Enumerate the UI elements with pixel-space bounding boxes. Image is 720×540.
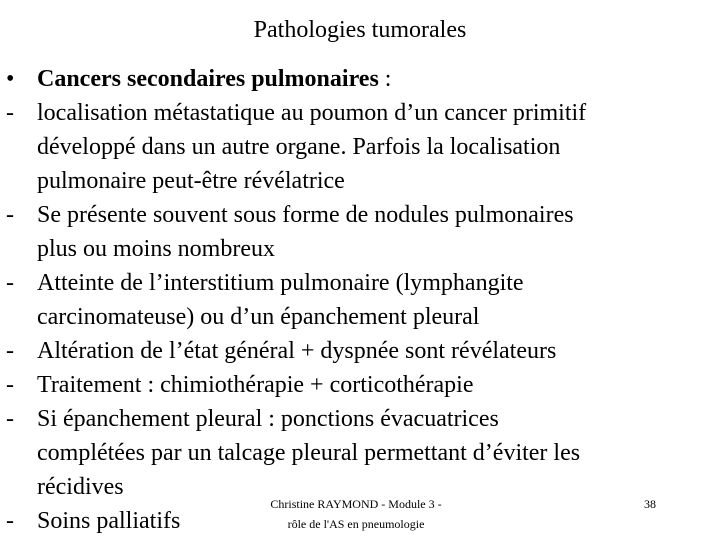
list-item-text: Se présente souvent sous forme de nodules pulmonaires [37,202,574,228]
list-item-text: localisation métastatique au poumon d’un cancer primitif [37,100,587,126]
slide-content [6,62,706,538]
list-item [6,198,706,232]
list-item [6,266,706,300]
list-item-text: Atteinte de l’interstitium pulmonaire (lymphangite [37,270,524,296]
dash-marker: - [6,338,14,364]
footer-author [236,494,476,534]
section-heading: Cancers secondaires pulmonaires [37,66,379,92]
list-item-continuation [6,130,706,164]
list-item-text: Si épanchement pleural : ponctions évacuatrices [37,406,499,432]
dash-marker: - [6,202,14,228]
slide-title: Pathologies tumorales [253,17,467,43]
dash-marker: - [6,100,14,126]
dash-marker: - [6,406,14,432]
list-item-text: Soins palliatifs [37,508,181,534]
section-heading-colon: : [378,66,392,92]
bullet-marker: • [6,66,15,92]
dash-marker: - [6,270,14,296]
list-item-text: pulmonaire peut-être révélatrice [37,168,345,194]
list-item-text: complétées par un talcage pleural permettant d’éviter les [37,440,581,466]
list-item-continuation [6,232,706,266]
dash-marker: - [6,372,14,398]
list-item [6,96,706,130]
list-item-continuation [6,436,706,470]
list-item-text: carcinomateuse) ou d’un épanchement pleural [37,304,480,330]
list-item [6,368,706,402]
list-item-text: plus ou moins nombreux [37,236,275,262]
list-item [6,334,706,368]
list-item-text: Altération de l’état général + dyspnée sont révélateurs [37,338,557,364]
footer-author-line: Christine RAYMOND - Module 3 - [270,497,442,511]
list-item-continuation [6,164,706,198]
list-item [6,402,706,436]
list-item-continuation [6,300,706,334]
list-item-text: Traitement : chimiothérapie + corticothérapie [37,372,474,398]
page-number: 38 [644,497,656,511]
footer-author-line: rôle de l'AS en pneumologie [287,517,425,531]
main-bullet [6,62,706,96]
dash-marker: - [6,508,14,534]
list-item-text: récidives [37,474,124,500]
list-item-text: développé dans un autre organe. Parfois la localisation [37,134,561,160]
